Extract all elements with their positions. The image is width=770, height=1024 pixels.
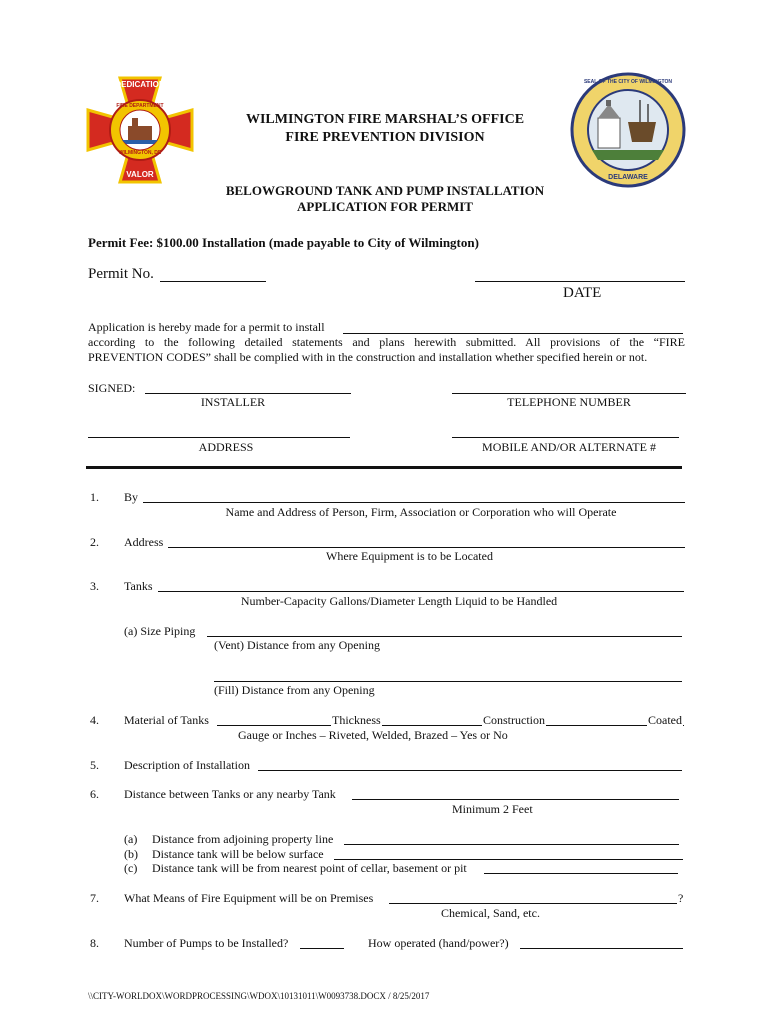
badge-ring-bottom-text: WILMINGTON, DE — [118, 150, 162, 156]
office-title: WILMINGTON FIRE MARSHAL’S OFFICE — [245, 112, 525, 127]
address-field[interactable] — [88, 437, 350, 438]
item2-caption: Where Equipment is to be Located — [326, 549, 493, 563]
item6-field[interactable] — [352, 799, 679, 800]
item4-material-field[interactable] — [217, 725, 684, 726]
permit-no-field[interactable] — [160, 281, 266, 282]
statement-line2: according to the following detailed statements and plans herewith submitted. All provisions of the “FIRE — [88, 335, 685, 349]
item8-number: 8. — [90, 936, 99, 950]
badge-bottom-text: VALOR — [126, 170, 154, 179]
fire-department-badge — [80, 70, 200, 190]
item4-coated: Coated — [648, 713, 682, 727]
item7-number: 7. — [90, 891, 99, 905]
signed-label: SIGNED: — [88, 381, 136, 395]
item6c-field[interactable] — [484, 873, 678, 874]
item6-caption: Minimum 2 Feet — [452, 802, 533, 816]
item3a-vent-field[interactable] — [207, 636, 682, 637]
item6b-letter: (b) — [124, 847, 138, 861]
telephone-field[interactable] — [452, 393, 686, 394]
item6a-letter: (a) — [124, 832, 138, 846]
permit-fee: Permit Fee: $100.00 Installation (made payable to City of Wilmington) — [88, 235, 479, 250]
installer-label: INSTALLER — [200, 395, 266, 409]
form-title-line2: APPLICATION FOR PERMIT — [297, 199, 473, 214]
item7-field[interactable] — [389, 903, 677, 904]
date-label: DATE — [563, 285, 602, 301]
mobile-label: MOBILE AND/OR ALTERNATE # — [482, 440, 656, 454]
item2-label: Address — [124, 535, 164, 549]
item4-number: 4. — [90, 713, 99, 727]
item8-operated-field[interactable] — [520, 948, 683, 949]
seal-ring-bottom-text: DELAWARE — [608, 174, 648, 181]
item6c-text: Distance tank will be from nearest point of cellar, basement or pit — [152, 861, 467, 875]
item4-thickness: Thickness — [332, 713, 381, 727]
section-divider — [86, 466, 682, 469]
item4-label: Material of Tanks — [124, 713, 209, 727]
item1-field[interactable] — [143, 502, 685, 503]
item6a-field[interactable] — [344, 844, 679, 845]
item7-label: What Means of Fire Equipment will be on Premises — [124, 891, 374, 905]
item8-label: Number of Pumps to be Installed? — [124, 936, 289, 950]
signature-field[interactable] — [145, 393, 351, 394]
mobile-field[interactable] — [452, 437, 679, 438]
item6-number: 6. — [90, 787, 99, 801]
telephone-label: TELEPHONE NUMBER — [507, 395, 631, 409]
item3a-vent-caption: (Vent) Distance from any Opening — [214, 638, 380, 652]
item6a-text: Distance from adjoining property line — [152, 832, 334, 846]
item5-label: Description of Installation — [124, 758, 250, 772]
item1-number: 1. — [90, 490, 99, 504]
item4-construction: Construction — [483, 713, 545, 727]
item3-caption: Number-Capacity Gallons/Diameter Length Liquid to be Handled — [240, 594, 558, 608]
item4-caption: Gauge or Inches – Riveted, Welded, Brazed – Yes or No — [238, 728, 508, 742]
item5-field[interactable] — [258, 770, 682, 771]
item3-field[interactable] — [158, 591, 684, 592]
item3-label: Tanks — [124, 579, 153, 593]
address-label: ADDRESS — [198, 440, 254, 454]
item2-field[interactable] — [168, 547, 685, 548]
statement-line3: PREVENTION CODES” shall be complied with in the construction and installation whether specified herein or not. — [88, 350, 648, 364]
item1-label: By — [124, 490, 139, 504]
footer-document-path: \\CITY-WORLDOX\WORDPROCESSING\WDOX\10131011\W0093738.DOCX / 8/25/2017 — [88, 991, 430, 1001]
item6b-text: Distance tank will be below surface — [152, 847, 324, 861]
item6-label: Distance between Tanks or any nearby Tank — [124, 787, 336, 801]
badge-top-text: DEDICATION — [115, 80, 165, 89]
statement-line1: Application is hereby made for a permit to install — [88, 320, 325, 334]
item3-number: 3. — [90, 579, 99, 593]
item7-question-mark: ? — [678, 891, 684, 905]
item3a-label: (a) Size Piping — [124, 624, 196, 638]
seal-ring-top-text: SEAL OF THE CITY OF WILMINGTON — [583, 79, 673, 85]
item5-number: 5. — [90, 758, 99, 772]
item1-caption: Name and Address of Person, Firm, Association or Corporation who will Operate — [225, 505, 617, 519]
permit-no-label: Permit No. — [88, 266, 154, 282]
item3a-fill-field[interactable] — [214, 681, 682, 682]
item8-operated-label: How operated (hand/power?) — [368, 936, 509, 950]
item6b-field[interactable] — [334, 859, 683, 860]
division-title: FIRE PREVENTION DIVISION — [285, 130, 485, 145]
item7-caption: Chemical, Sand, etc. — [441, 906, 540, 920]
badge-ring-top-text: FIRE DEPARTMENT — [116, 103, 164, 109]
item2-number: 2. — [90, 535, 99, 549]
item3a-fill-caption: (Fill) Distance from any Opening — [214, 683, 375, 697]
date-field[interactable] — [475, 281, 685, 282]
item8-pumps-field[interactable] — [300, 948, 344, 949]
item6c-letter: (c) — [124, 861, 138, 875]
city-seal — [568, 70, 688, 190]
install-field[interactable] — [343, 333, 683, 334]
form-title-line1: BELOWGROUND TANK AND PUMP INSTALLATION — [225, 183, 545, 198]
